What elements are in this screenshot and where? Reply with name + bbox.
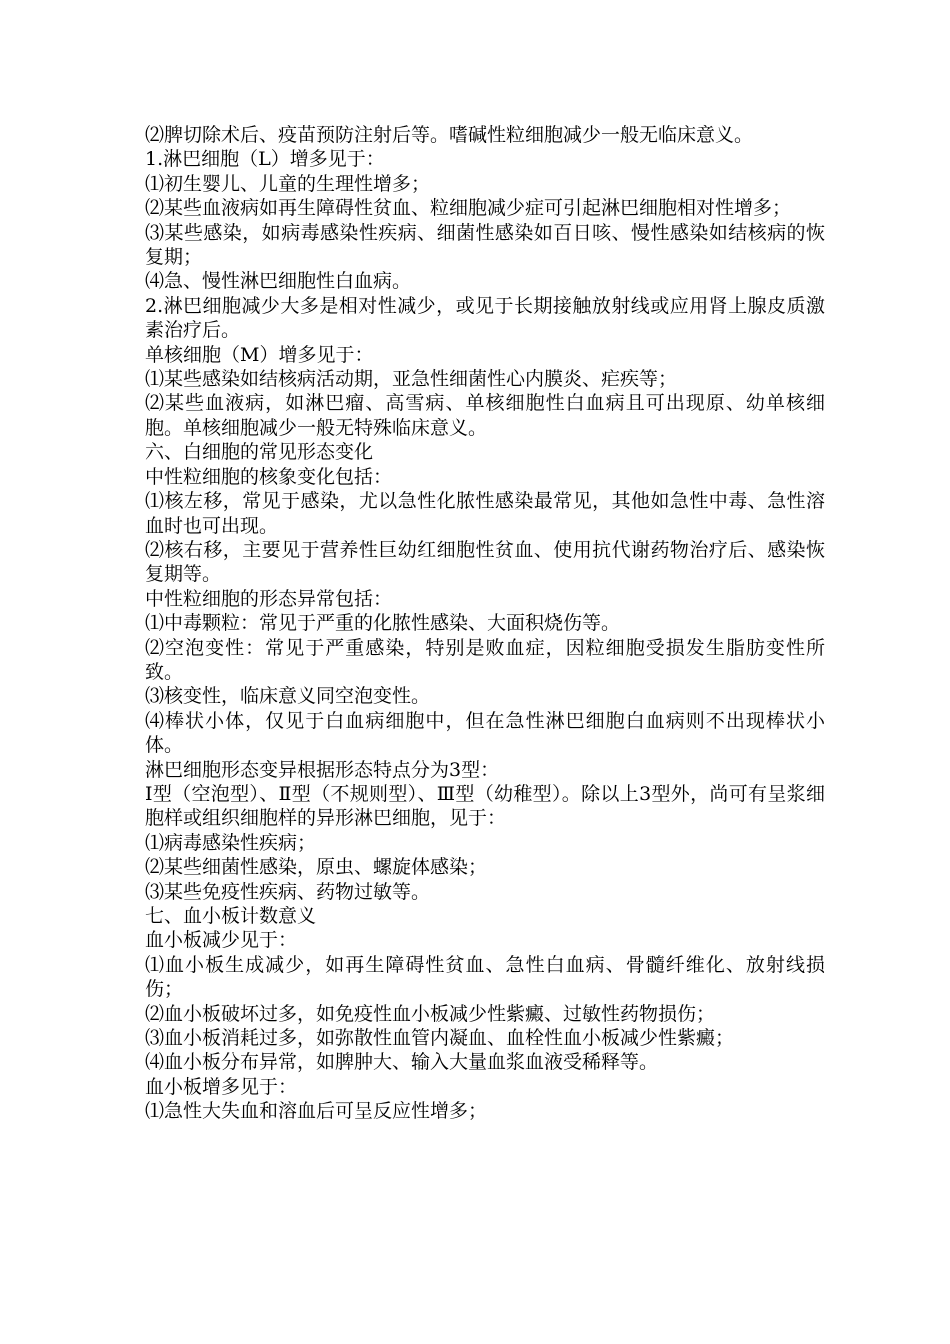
paragraph: ⑵某些血液病如再生障碍性贫血、粒细胞减少症可引起淋巴细胞相对性增多； <box>145 197 792 220</box>
paragraph: ⑵核右移，主要见于营养性巨幼红细胞性贫血、使用抗代谢药物治疗后、感染恢复期等。 <box>145 538 825 586</box>
paragraph: ⑵空泡变性：常见于严重感染，特别是败血症，因粒细胞受损发生脂肪变性所致。 <box>145 636 825 683</box>
paragraph: 血小板增多见于： <box>145 1075 298 1098</box>
paragraph: ⑵某些细菌性感染，原虫、螺旋体感染； <box>145 856 488 879</box>
paragraph: ⑷棒状小体，仅见于白血病细胞中，但在急性淋巴细胞白血病则不出现棒状小体。 <box>145 709 825 757</box>
paragraph: ⑴血小板生成减少，如再生障碍性贫血、急性白血病、骨髓纤维化、放射线损伤； <box>145 953 825 1001</box>
paragraph: 淋巴细胞形态变异根据形态特点分为3型： <box>145 758 500 781</box>
paragraph: 血小板减少见于： <box>145 929 298 952</box>
paragraph: ⑵某些血液病，如淋巴瘤、高雪病、单核细胞性白血病且可出现原、幼单核细胞。单核细胞减少一般无特殊临床意义。 <box>145 392 825 439</box>
paragraph: ⑴急性大失血和溶血后可呈反应性增多； <box>145 1100 488 1123</box>
paragraph: ⑷血小板分布异常，如脾肿大、输入大量血浆血液受稀释等。 <box>145 1051 659 1074</box>
paragraph: ⑴病毒感染性疾病； <box>145 831 317 854</box>
paragraph: ⑶某些感染，如病毒感染性疾病、细菌性感染如百日咳、慢性感染如结核病的恢复期； <box>145 221 825 269</box>
paragraph: ⑴核左移，常见于感染，尤以急性化脓性感染最常见，其他如急性中毒、急性溶血时也可出现。 <box>145 490 825 537</box>
paragraph: ⑵脾切除术后、疫苗预防注射后等。嗜碱性粒细胞减少一般无临床意义。 <box>145 124 754 146</box>
document-body <box>145 123 825 1124</box>
paragraph: 中性粒细胞的核象变化包括： <box>145 465 393 488</box>
paragraph: ⑶血小板消耗过多，如弥散性血管内凝血、血栓性血小板减少性紫癜； <box>145 1027 735 1050</box>
paragraph: ⑴中毒颗粒：常见于严重的化脓性感染、大面积烧伤等。 <box>145 612 621 635</box>
section-heading: 六、白细胞的常见形态变化 <box>145 441 374 464</box>
paragraph: 2.淋巴细胞减少大多是相对性减少，或见于长期接触放射线或应用肾上腺皮质激素治疗后。 <box>145 294 825 342</box>
paragraph: ⑶核变性，临床意义同空泡变性。 <box>145 685 431 708</box>
paragraph: ⑵血小板破坏过多，如免疫性血小板减少性紫癜、过敏性药物损伤； <box>145 1002 716 1025</box>
section-heading: 七、血小板计数意义 <box>145 905 317 927</box>
paragraph: 中性粒细胞的形态异常包括： <box>145 587 393 610</box>
paragraph: Ⅰ型（空泡型）、Ⅱ型（不规则型）、Ⅲ型（幼稚型）。除以上3型外，尚可有呈浆细胞样或组织细胞样的异形淋巴细胞，见于： <box>145 782 825 830</box>
paragraph: 单核细胞（M）增多见于： <box>145 343 374 366</box>
paragraph: 1.淋巴细胞（L）增多见于： <box>145 148 385 171</box>
paragraph: ⑴某些感染如结核病活动期，亚急性细菌性心内膜炎、疟疾等； <box>145 368 678 391</box>
paragraph: ⑴初生婴儿、儿童的生理性增多； <box>145 172 431 195</box>
paragraph: ⑷急、慢性淋巴细胞性白血病。 <box>145 270 412 293</box>
paragraph: ⑶某些免疫性疾病、药物过敏等。 <box>145 880 431 903</box>
